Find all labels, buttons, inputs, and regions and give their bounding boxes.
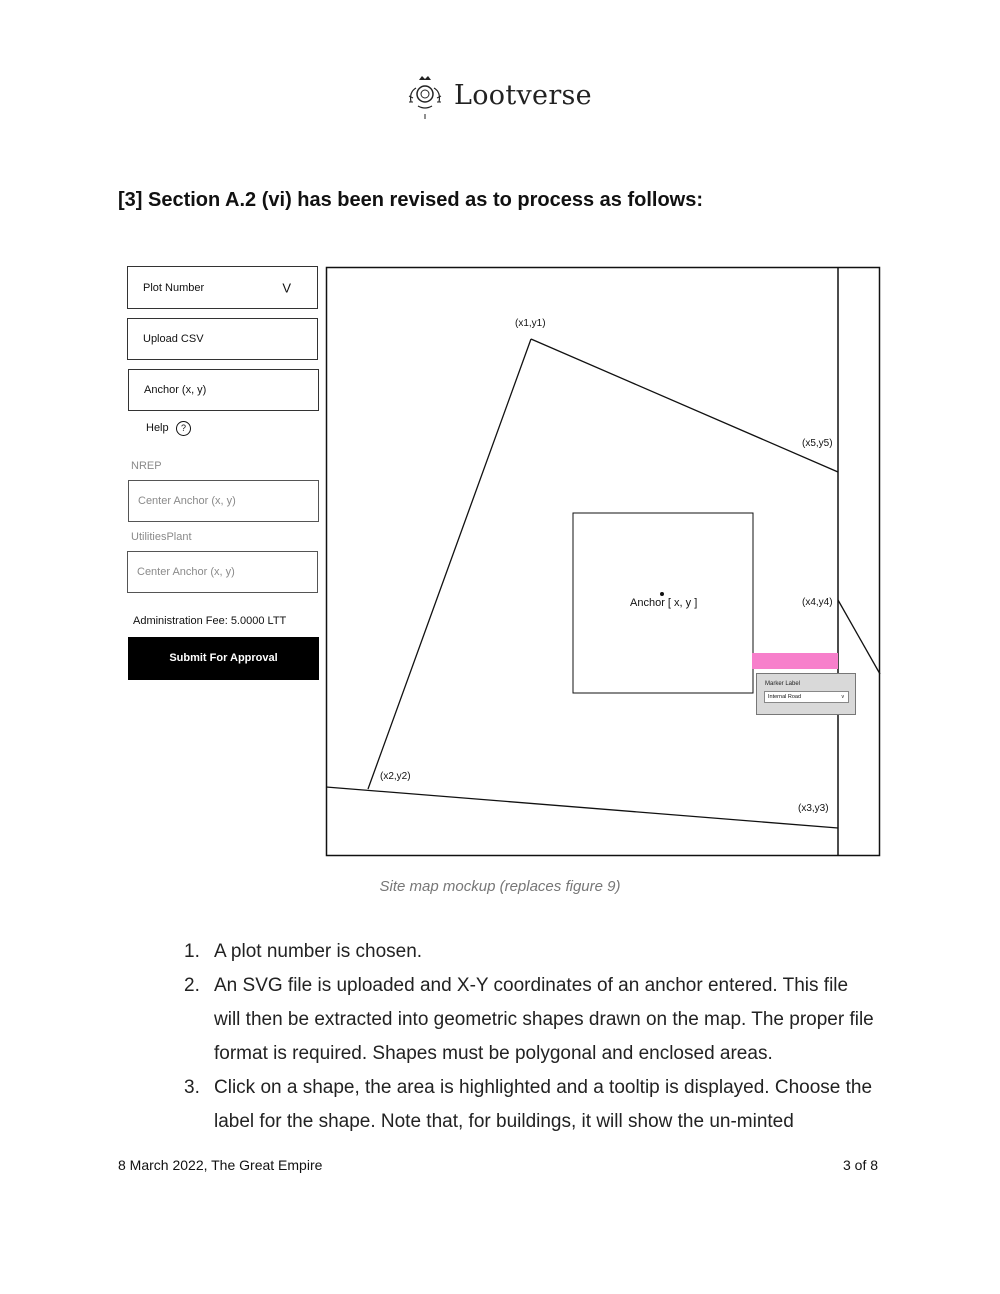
coord-label-2: (x2,y2) <box>380 771 411 782</box>
nrep-placeholder: Center Anchor (x, y) <box>138 495 236 507</box>
figure-caption: Site map mockup (replaces figure 9) <box>379 878 621 895</box>
list-number: 3. <box>184 1077 200 1098</box>
nrep-center-anchor-input[interactable] <box>128 480 319 522</box>
plot-edge-2-3 <box>326 787 838 828</box>
submit-for-approval-button[interactable]: Submit For Approval <box>128 637 319 680</box>
map-frame <box>327 268 880 856</box>
utilities-center-anchor-input[interactable] <box>127 551 318 593</box>
upload-csv-button[interactable] <box>127 318 318 360</box>
chevron-down-icon: v <box>841 694 844 700</box>
list-item <box>0 1071 874 1139</box>
tooltip-title: Marker Label <box>765 681 801 687</box>
help-link[interactable]: Help <box>146 422 169 434</box>
anchor-input-label: Anchor (x, y) <box>144 384 207 396</box>
site-map[interactable] <box>325 266 881 857</box>
coord-label-3: (x3,y3) <box>798 803 829 814</box>
list-text: An SVG file is uploaded and X-Y coordinates of an anchor entered. This file will then be extracted into geometric shapes drawn on the map. The proper file format is required. Shapes must be polygonal and enclosed areas. <box>214 975 874 1064</box>
steps-list <box>0 935 1000 1139</box>
highlighted-shape[interactable] <box>752 653 838 669</box>
upload-csv-label: Upload CSV <box>143 333 204 345</box>
administration-fee: Administration Fee: 5.0000 LTT <box>133 615 287 627</box>
list-number: 1. <box>184 941 200 962</box>
marker-label-select[interactable] <box>764 691 849 703</box>
plot-edge-1-2 <box>368 339 531 789</box>
anchor-input[interactable] <box>128 369 319 411</box>
help-icon[interactable]: ? <box>176 421 191 436</box>
footer-date: 8 March 2022, The Great Empire <box>118 1157 323 1173</box>
utilities-plant-label: UtilitiesPlant <box>131 531 192 543</box>
coord-label-5: (x5,y5) <box>802 438 833 449</box>
crest-logo-icon <box>405 74 445 124</box>
nrep-label: NREP <box>131 460 162 472</box>
coord-label-4: (x4,y4) <box>802 597 833 608</box>
coord-label-1: (x1,y1) <box>515 318 546 329</box>
list-item <box>0 969 874 1071</box>
plot-edge-4 <box>838 600 880 674</box>
plot-number-label: Plot Number <box>143 281 205 294</box>
list-number: 2. <box>184 975 200 996</box>
chevron-down-icon: V <box>282 280 291 295</box>
marker-label-value: Internal Road <box>768 694 802 700</box>
plot-edge-1-5 <box>531 339 838 472</box>
brand-name: Lootverse <box>454 80 592 111</box>
anchor-label: Anchor [ x, y ] <box>630 597 698 609</box>
list-text: Click on a shape, the area is highlighted and a tooltip is displayed. Choose the label for the shape. Note that, for buildings, it will show the un-minted <box>214 1077 873 1132</box>
list-text: A plot number is chosen. <box>214 941 423 962</box>
marker-tooltip <box>756 673 856 715</box>
anchor-point <box>660 592 664 596</box>
page-number: 3 of 8 <box>843 1157 879 1173</box>
plot-number-select[interactable] <box>127 266 318 309</box>
utilities-placeholder: Center Anchor (x, y) <box>137 566 235 578</box>
section-heading: [3] Section A.2 (vi) has been revised as to process as follows: <box>118 189 703 211</box>
list-item <box>0 935 874 969</box>
